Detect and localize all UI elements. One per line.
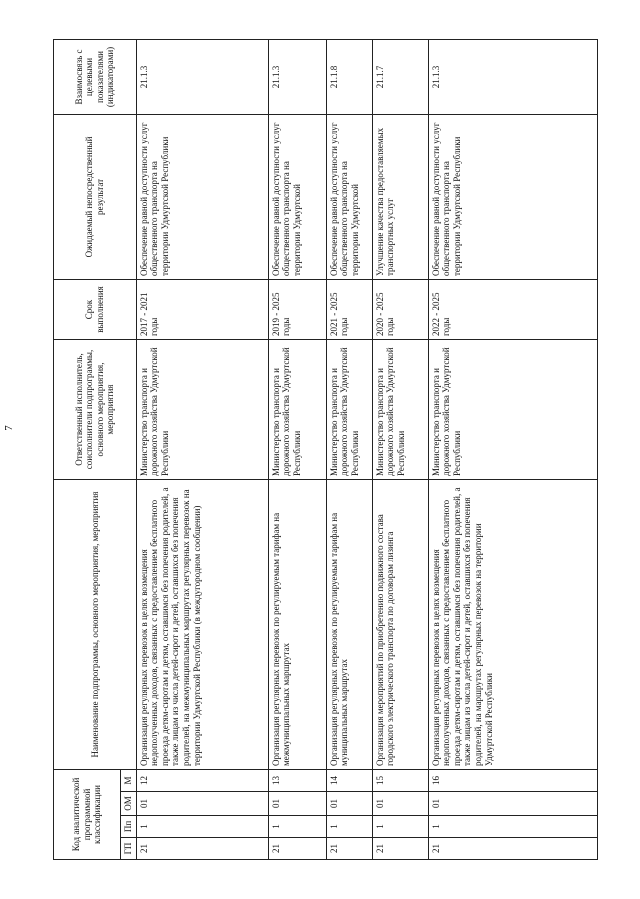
header-link: Взаимосвязь с целевыми показателями (индикаторами): [54, 40, 137, 115]
cell-result: Обеспечение равной доступности услуг общественного транспорта на территории Удмуртской Республики: [136, 115, 268, 280]
cell-term: 2020 - 2025 годы: [372, 280, 428, 340]
program-table-rotated: [53, 40, 598, 860]
table-row: [326, 40, 372, 860]
cell-gp: 21: [428, 838, 597, 860]
table-row: [372, 40, 428, 860]
cell-gp: 21: [372, 838, 428, 860]
cell-name: Организация мероприятий по приобретению подвижного состава городского электрического транспорта по договорам лизинга: [372, 480, 428, 770]
table-row: [136, 40, 268, 860]
cell-gp: 21: [326, 838, 372, 860]
cell-result: Обеспечение равной доступности услуг общественного транспорта на территории Удмуртской Республики: [428, 115, 597, 280]
cell-executor: Министерство транспорта и дорожного хозяйства Удмуртской Республики: [372, 340, 428, 480]
header-executor: Ответственный исполнитель, соисполнители подпрограммы, основного мероприятия, мероприятия: [54, 340, 137, 480]
cell-m: 15: [372, 770, 428, 792]
page-number: 7: [3, 425, 15, 431]
cell-pp: 1: [268, 816, 326, 838]
program-table: [53, 39, 598, 860]
cell-link: 21.1.3: [428, 40, 597, 115]
table-row: [268, 40, 326, 860]
header-name: Наименование подпрограммы, основного мероприятия, мероприятия: [54, 480, 137, 770]
cell-term: 2022 - 2025 годы: [428, 280, 597, 340]
cell-pp: 1: [372, 816, 428, 838]
table-row: [428, 40, 597, 860]
cell-pp: 1: [326, 816, 372, 838]
cell-pp: 1: [428, 816, 597, 838]
cell-term: 2019 - 2025 годы: [268, 280, 326, 340]
cell-name: Организация регулярных перевозок в целях возмещения недополученных доходов, связанных с предоставлением бесплатного проезда детям-сиротам и детям, оставшимся без попечения родителей, а также лицам из числа детей-сирот и детей, оставшихся без попечения родителей, на маршрутах регулярных перевозок на территории Удмуртской Республики: [428, 480, 597, 770]
cell-gp: 21: [136, 838, 268, 860]
header-code-group: Код аналитической программной классификации: [54, 770, 121, 860]
header-gp: ГП: [121, 838, 137, 860]
cell-result: Обеспечение равной доступности услуг общественного транспорта на территории Удмуртской: [268, 115, 326, 280]
cell-term: 2021 - 2025 годы: [326, 280, 372, 340]
cell-om: 01: [428, 792, 597, 816]
cell-m: 14: [326, 770, 372, 792]
cell-link: 21.1.3: [136, 40, 268, 115]
cell-name: Организация регулярных перевозок в целях возмещения недополученных доходов, связанных с предоставлением бесплатного проезда детям-сиротам и детям, оставшимся без попечения родителей, а также лицам из числа детей-сирот и детей, оставшихся без попечения родителей, на межмуниципальных маршрутах регулярных перевозок на территории Удмуртской Республики (в междугородном сообщении): [136, 480, 268, 770]
header-pp: Пп: [121, 816, 137, 838]
cell-om: 01: [326, 792, 372, 816]
cell-result: Улучшение качества предоставляемых транспортных услуг: [372, 115, 428, 280]
cell-executor: Министерство транспорта и дорожного хозяйства Удмуртской Республики: [136, 340, 268, 480]
cell-m: 12: [136, 770, 268, 792]
header-om: ОМ: [121, 792, 137, 816]
cell-om: 01: [136, 792, 268, 816]
cell-m: 13: [268, 770, 326, 792]
cell-name: Организация регулярных перевозок по регулируемым тарифам на межмуниципальных маршрутах: [268, 480, 326, 770]
header-row-top: [54, 40, 121, 860]
cell-link: 21.1.7: [372, 40, 428, 115]
cell-om: 01: [268, 792, 326, 816]
header-result: Ожидаемый непосредственный результат: [54, 115, 137, 280]
cell-result: Обеспечение равной доступности услуг общественного транспорта на территории Удмуртской: [326, 115, 372, 280]
cell-name: Организация регулярных перевозок по регулируемым тарифам на муниципальных маршрутах: [326, 480, 372, 770]
cell-executor: Министерство транспорта и дорожного хозяйства Удмуртской Республики: [326, 340, 372, 480]
cell-link: 21.1.3: [268, 40, 326, 115]
header-m: М: [121, 770, 137, 792]
cell-gp: 21: [268, 838, 326, 860]
header-term: Срок выполнения: [54, 280, 137, 340]
cell-executor: Министерство транспорта и дорожного хозяйства Удмуртской Республики: [268, 340, 326, 480]
cell-link: 21.1.8: [326, 40, 372, 115]
cell-executor: Министерство транспорта и дорожного хозяйства Удмуртской Республики: [428, 340, 597, 480]
cell-om: 01: [372, 792, 428, 816]
cell-m: 16: [428, 770, 597, 792]
cell-term: 2017 - 2021 годы: [136, 280, 268, 340]
cell-pp: 1: [136, 816, 268, 838]
